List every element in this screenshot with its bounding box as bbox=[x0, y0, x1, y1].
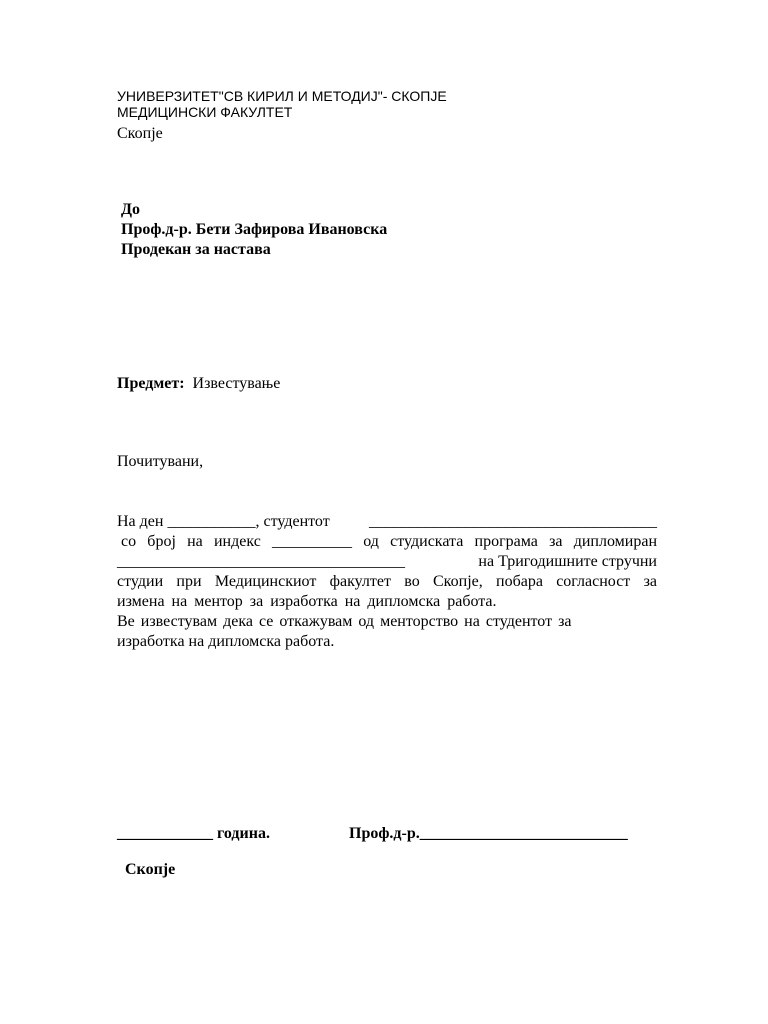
body-line-1-part-2: ____________________________________ bbox=[369, 513, 657, 530]
body-line-4-text: студии при Медицинскиот факултет во Скопје, побара согласност за bbox=[117, 573, 657, 590]
header-city: Скопје bbox=[117, 125, 163, 142]
footer-date-line: ____________ година. bbox=[117, 825, 270, 842]
body-line-1 bbox=[117, 512, 657, 532]
recipient-name: Проф.д-р. Бети Зафирова Ивановска bbox=[121, 221, 388, 238]
subject-label: Предмет: bbox=[117, 375, 185, 392]
footer-signature: Проф.д-р.__________________________ bbox=[349, 825, 628, 842]
body-line-7: изработка на дипломска работа. bbox=[117, 633, 335, 650]
subject-line bbox=[117, 374, 280, 394]
recipient-position: Продекан за настава bbox=[121, 241, 271, 258]
body-line-3-part-1: ____________________________________ bbox=[117, 553, 405, 570]
body-line-3-part-2: на Тригодишните стручни bbox=[478, 553, 657, 570]
body-line-1-part-1: На ден ___________, студентот bbox=[117, 513, 330, 530]
body-line-5: измена на ментор за изработка на дипломска работа. bbox=[117, 593, 497, 610]
university-name: УНИВЕРЗИТЕТ"СВ КИРИЛ И МЕТОДИЈ"- СКОПЈЕ bbox=[117, 88, 447, 104]
body-line-2 bbox=[121, 532, 657, 552]
body-line-3 bbox=[117, 552, 657, 572]
body-line-6: Ве известувам дека се откажувам од менторство на студентот за bbox=[117, 613, 572, 630]
body-line-2-text: со број на индекс __________ од студиската програма за дипломиран bbox=[121, 533, 657, 550]
faculty-name: МЕДИЦИНСКИ ФАКУЛТЕТ bbox=[117, 104, 293, 120]
footer-city: Скопје bbox=[125, 861, 176, 878]
body-line-4 bbox=[117, 572, 657, 592]
recipient-to: До bbox=[121, 201, 141, 218]
salutation: Почитувани, bbox=[117, 453, 204, 470]
subject-value: Известување bbox=[192, 375, 281, 392]
